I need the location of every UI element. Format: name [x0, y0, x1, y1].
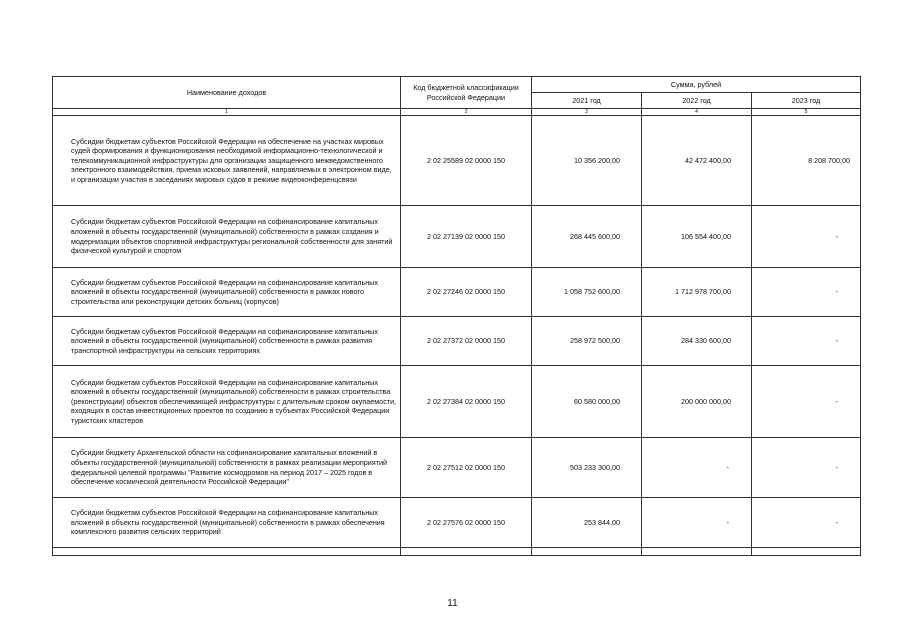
table-row [53, 206, 861, 268]
table-row [53, 498, 861, 548]
column-number: 1 [53, 109, 401, 116]
amount-2023: - [752, 268, 861, 317]
budget-code: 2 02 25589 02 0000 150 [401, 116, 532, 206]
header-sum-col: Сумма, рублей [532, 77, 861, 93]
amount-2023: - [752, 317, 861, 366]
budget-code: 2 02 27139 02 0000 150 [401, 206, 532, 268]
revenue-name: Субсидии бюджетам субъектов Российской Федерации на софинансирование капитальных вложений в объекты государственной (муниципальной) собственности в рамках нового строительства или реконструкции детских больниц (корпусов) [53, 268, 401, 317]
budget-code: 2 02 27372 02 0000 150 [401, 317, 532, 366]
budget-code: 2 02 27246 02 0000 150 [401, 268, 532, 317]
amount-2021: 60 580 000,00 [532, 366, 642, 438]
header-year-2022: 2022 год [642, 93, 752, 109]
budget-code: 2 02 27576 02 0000 150 [401, 498, 532, 548]
header-year-2021: 2021 год [532, 93, 642, 109]
revenue-name: Субсидии бюджетам субъектов Российской Федерации на обеспечение на участках мировых судей формирования и функционирования необходимой информационно-технологической и телекоммуникационной инфраструктуры для организации защищенного межведомственного электронного взаимодействия, приема исковых заявлений, направляемых в электронном виде, и организации участия в заседаниях мировых судов в режиме видеоконференцсвязи [53, 116, 401, 206]
column-number: 5 [752, 109, 861, 116]
amount-2022: - [642, 438, 752, 498]
revenue-table [52, 76, 861, 556]
revenue-name: Субсидии бюджету Архангельской области на софинансирование капитальных вложений в объекты государственной (муниципальной) собственности в рамках реализации мероприятий федеральной целевой программы "Развитие космодромов на период 2017 – 2025 годов в обеспечение космической деятельности Российской Федерации" [53, 438, 401, 498]
amount-2022: 42 472 400,00 [642, 116, 752, 206]
amount-2022: 200 000 000,00 [642, 366, 752, 438]
table-row [53, 366, 861, 438]
header-year-2023: 2023 год [752, 93, 861, 109]
column-number: 3 [532, 109, 642, 116]
page-number: 11 [447, 598, 458, 609]
amount-2023: - [752, 438, 861, 498]
header-name-col: Наименование доходов [53, 77, 401, 109]
revenue-name: Субсидии бюджетам субъектов Российской Федерации на софинансирование капитальных вложений в объекты государственной (муниципальной) собственности в рамках развития транспортной инфраструктуры на сельских территориях [53, 317, 401, 366]
amount-2022: 106 554 400,00 [642, 206, 752, 268]
table-row [53, 268, 861, 317]
revenue-name: Субсидии бюджетам субъектов Российской Федерации на софинансирование капитальных вложений в объекты государственной (муниципальной) собственности в рамках создания и модернизации объектов спортивной инфраструктуры региональной собственности для занятий физической культурой и спортом [53, 206, 401, 268]
revenue-name: Субсидии бюджетам субъектов Российской Федерации на софинансирование капитальных вложений в объекты государственной (муниципальной) собственности в рамках строительства (реконструкции) объектов обеспечивающей инфраструктуры с длительным сроком окупаемости, входящих в состав инвестиционных проектов по созданию в субъектах Российской Федерации туристских кластеров [53, 366, 401, 438]
amount-2023: - [752, 206, 861, 268]
amount-2023: 8 208 700,00 [752, 116, 861, 206]
amount-2022: - [642, 498, 752, 548]
amount-2021: 268 445 600,00 [532, 206, 642, 268]
column-number: 2 [401, 109, 532, 116]
budget-code: 2 02 27384 02 0000 150 [401, 366, 532, 438]
header-code-col: Код бюджетной классификации Российской Федерации [401, 77, 532, 109]
table-row [53, 116, 861, 206]
table-row [53, 317, 861, 366]
amount-2022: 284 330 600,00 [642, 317, 752, 366]
table-row-empty [53, 548, 861, 556]
column-number: 4 [642, 109, 752, 116]
amount-2021: 1 058 752 600,00 [532, 268, 642, 317]
budget-code: 2 02 27512 02 0000 150 [401, 438, 532, 498]
amount-2023: - [752, 366, 861, 438]
amount-2021: 503 233 300,00 [532, 438, 642, 498]
revenue-name: Субсидии бюджетам субъектов Российской Федерации на софинансирование капитальных вложений в объекты государственной (муниципальной) собственности в рамках обеспечения комплексного развития сельских территорий [53, 498, 401, 548]
amount-2021: 258 972 500,00 [532, 317, 642, 366]
amount-2021: 10 356 200,00 [532, 116, 642, 206]
table-row [53, 438, 861, 498]
amount-2023: - [752, 498, 861, 548]
amount-2021: 253 844,00 [532, 498, 642, 548]
amount-2022: 1 712 978 700,00 [642, 268, 752, 317]
